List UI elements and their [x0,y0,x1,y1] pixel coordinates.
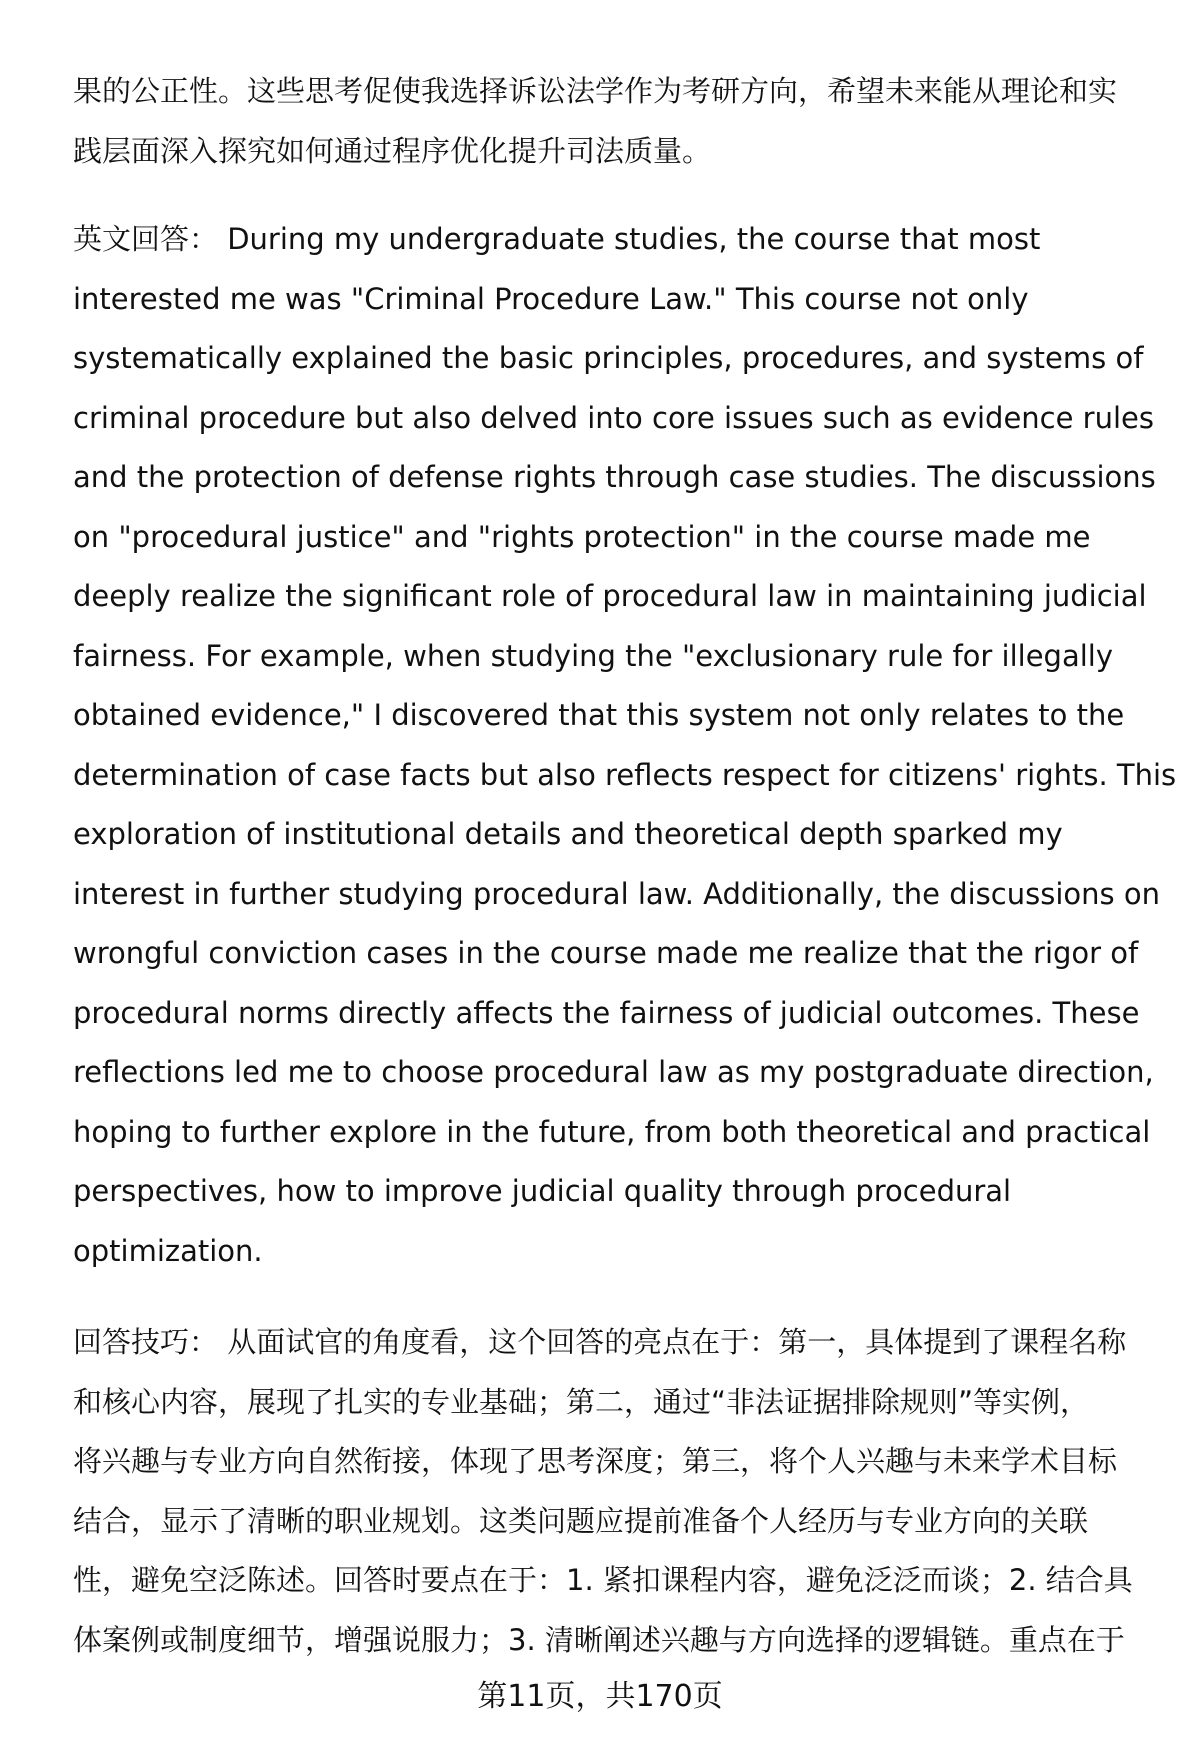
text-line: exploration of institutional details and theoretical depth sparked my [73,817,1063,851]
paragraph-answer-tips [73,1313,1153,1670]
text-line: systematically explained the basic principles, procedures, and systems of [73,341,1144,375]
text-line: 和核心内容，展现了扎实的专业基础；第二，通过“非法证据排除规则”等实例， [73,1384,1090,1419]
text-line: reflections led me to choose procedural law as my postgraduate direction, [73,1055,1154,1089]
text-line: on "procedural justice" and "rights protection" in the course made me [73,519,1091,554]
text-line: procedural norms directly affects the fairness of judicial outcomes. These [73,995,1140,1030]
text-line: criminal procedure but also delved into core issues such as evidence rules [73,400,1154,435]
text-line: deeply realize the significant role of procedural law in maintaining judicial [73,579,1147,613]
text-line: obtained evidence," I discovered that this system not only relates to the [73,698,1125,732]
text-line: 结合，显示了清晰的职业规划。这类问题应提前准备个人经历与专业方向的关联 [73,1503,1089,1538]
text-line: and the protection of defense rights through case studies. The discussions [73,460,1156,494]
text-line: 体案例或制度细节，增强说服力；3. 清晰阐述兴趣与方向选择的逻辑链。重点在于 [73,1622,1125,1657]
text-line: 果的公正性。这些思考促使我选择诉讼法学作为考研方向，希望未来能从理论和实 [73,74,1118,108]
text-line: perspectives, how to improve judicial quality through procedural [73,1174,1012,1208]
text-line: 回答技巧： 从面试官的角度看，这个回答的亮点在于：第一，具体提到了课程名称 [73,1325,1127,1359]
text-line: hoping to further explore in the future, from both theoretical and practical [73,1114,1151,1149]
text-line: interest in further studying procedural law. Additionally, the discussions on [73,876,1160,911]
text-line: 英文回答： During my undergraduate studies, the course that most [73,222,1041,256]
paragraph-chinese-answer-end [73,62,1153,181]
text-line: interested me was "Criminal Procedure Law." This course not only [73,281,1029,316]
page-number: 第11页，共170页 [477,1679,723,1714]
text-line: optimization. [73,1233,263,1268]
paragraph-english-answer [73,210,1177,1281]
text-line: 践层面深入探究如何通过程序优化提升司法质量。 [73,133,712,168]
text-line: wrongful conviction cases in the course made me realize that the rigor of [73,936,1139,970]
text-line: 性，避免空泛陈述。回答时要点在于：1. 紧扣课程内容，避免泛泛而谈；2. 结合具 [73,1563,1133,1597]
text-line: fairness. For example, when studying the "exclusionary rule for illegally [73,638,1114,673]
text-line: determination of case facts but also reflects respect for citizens' rights. This [73,757,1177,792]
text-line: 将兴趣与专业方向自然衔接，体现了思考深度；第三，将个人兴趣与未来学术目标 [73,1444,1118,1478]
